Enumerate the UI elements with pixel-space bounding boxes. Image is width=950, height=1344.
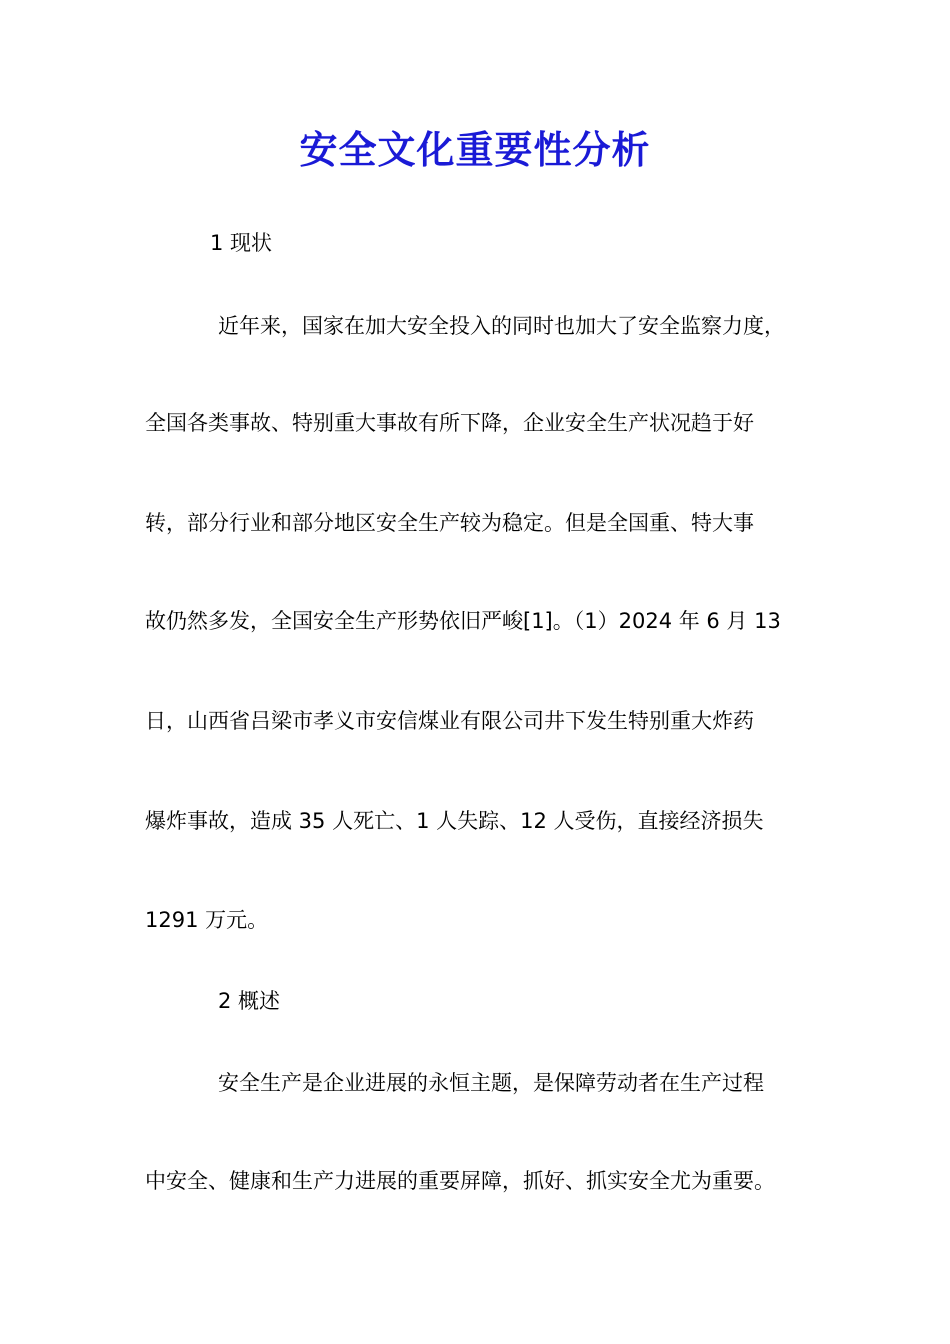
paragraph-line: 故仍然多发，全国安全生产形势依旧严峻[1]。（1）2024 年 6 月 13 [145, 609, 781, 633]
section-heading-2: 2 概述 [218, 989, 281, 1013]
paragraph-line: 近年来，国家在加大安全投入的同时也加大了安全监察力度， [218, 314, 785, 338]
document-title: 安全文化重要性分析 [299, 127, 651, 172]
section-heading-1: 1 现状 [210, 231, 273, 255]
paragraph-line: 全国各类事故、特别重大事故有所下降，企业安全生产状况趋于好 [145, 411, 754, 435]
paragraph-line: 中安全、健康和生产力进展的重要屏障，抓好、抓实安全尤为重要。 [145, 1169, 775, 1193]
paragraph-line: 爆炸事故，造成 35 人死亡、1 人失踪、12 人受伤，直接经济损失 [145, 809, 764, 833]
paragraph-line: 转，部分行业和部分地区安全生产较为稳定。但是全国重、特大事 [145, 511, 754, 535]
paragraph-line: 1291 万元。 [145, 908, 269, 932]
paragraph-line: 日，山西省吕梁市孝义市安信煤业有限公司井下发生特别重大炸药 [145, 709, 754, 733]
paragraph-line: 安全生产是企业进展的永恒主题，是保障劳动者在生产过程 [218, 1071, 764, 1095]
